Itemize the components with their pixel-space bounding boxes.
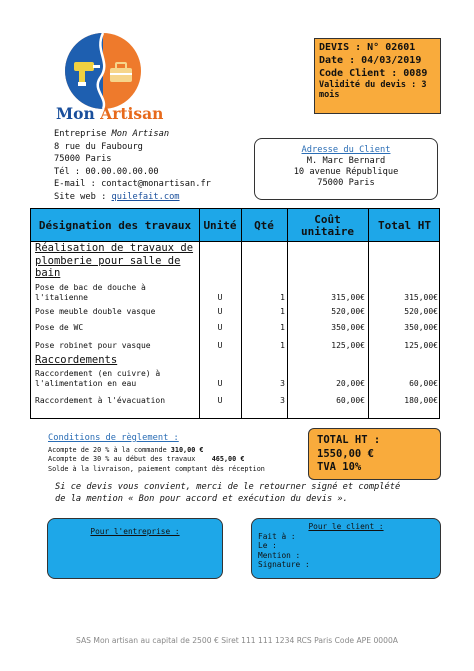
quote-info-box: [314, 38, 441, 114]
table-row: Pose robinet pour vasque: [35, 341, 151, 350]
section-title: Réalisation de travaux de plomberie pour salle de bain: [35, 242, 194, 279]
row-unit: U: [217, 396, 223, 405]
quote-validity: Validité du devis : 3 mois: [319, 80, 427, 100]
row-total: 520,00€: [404, 307, 438, 316]
row-price: 315,00€: [331, 293, 365, 302]
company-website: Site web : quilefait.com: [54, 191, 180, 202]
company-address: 8 rue du Faubourg: [54, 141, 143, 152]
row-price: 350,00€: [331, 323, 365, 332]
deposit-line-1: Acompte de 20 % à la commande 310,00 €: [48, 445, 204, 454]
row-unit: U: [217, 323, 223, 332]
client-code: Code Client : 0089: [319, 68, 428, 79]
row-unit: U: [217, 293, 223, 302]
row-qty: 1: [280, 323, 285, 332]
date-field: Le :: [258, 541, 277, 550]
header-designation: Désignation des travaux: [38, 218, 192, 232]
total-label: TOTAL HT :: [317, 434, 381, 446]
payment-conditions: [48, 434, 265, 474]
row-total: 180,00€: [404, 396, 438, 405]
row-price: 20,00€: [336, 379, 365, 388]
row-unit: U: [217, 307, 223, 316]
row-price: 125,00€: [331, 341, 365, 350]
client-name: M. Marc Bernard: [306, 156, 386, 166]
legal-footer: SAS Mon artisan au capital de 2500 € Siret 111 111 1234 RCS Paris Code APE 0000A: [76, 636, 398, 645]
header-qty: Qté: [254, 218, 274, 232]
row-total: 315,00€: [404, 293, 438, 302]
table-row: Pose de bac de douche à l'italienne: [35, 283, 146, 302]
table-row: Pose de WC: [35, 323, 84, 332]
client-city: 75000 Paris: [317, 178, 375, 188]
row-unit: U: [217, 341, 223, 350]
client-signature-box: [251, 518, 441, 579]
brand-logo: [64, 32, 142, 110]
section-title: Raccordements: [35, 354, 118, 366]
row-qty: 1: [280, 341, 285, 350]
totals-box: [308, 428, 441, 480]
made-at-field: Fait à :: [258, 531, 296, 541]
deposit-line-2: Acompte de 30 % au début des travaux 465,00 €: [48, 455, 245, 463]
tva-rate: TVA 10%: [317, 461, 362, 473]
quote-date: Date : 04/03/2019: [319, 55, 422, 66]
company-phone: Tél : 00.00.00.00.00: [54, 166, 159, 177]
company-info: [54, 128, 211, 203]
company-city: 75000 Paris: [54, 154, 112, 164]
row-qty: 1: [280, 293, 285, 302]
row-total: 125,00€: [404, 341, 438, 350]
mention-field: Mention :: [258, 550, 301, 560]
brand-name: Mon Artisan: [56, 104, 164, 123]
row-total: 60,00€: [409, 379, 438, 388]
row-unit: U: [217, 379, 223, 388]
client-signature-title: Pour le client :: [308, 522, 384, 531]
signature-field: Signature :: [258, 560, 310, 569]
table-row: Raccordement (en cuivre) à l'alimentation en eau: [35, 369, 161, 388]
acceptance-note: Si ce devis vous convient, merci de le retourner signé et complété de la mention « Bon pour accord et exécution du devis ».: [55, 482, 401, 504]
balance-line: Solde à la livraison, paiement comptant dès réception: [48, 464, 265, 473]
client-address-box: [254, 138, 438, 200]
row-total: 350,00€: [404, 323, 438, 332]
table-row: Raccordement à l'évacuation: [35, 396, 166, 405]
row-qty: 1: [280, 307, 285, 316]
conditions-title: Conditions de règlement :: [48, 433, 179, 443]
items-table: [30, 208, 440, 419]
header-unit: Unité: [203, 218, 237, 232]
row-qty: 3: [280, 379, 285, 388]
header-total: Total HT: [378, 218, 431, 232]
company-name: Entreprise Mon Artisan: [54, 129, 170, 139]
company-signature-title: Pour l'entreprise :: [90, 527, 180, 536]
quote-number: DEVIS : N° 02601: [319, 42, 416, 53]
website-link[interactable]: quilefait.com: [111, 191, 180, 202]
company-signature-box: [47, 518, 223, 579]
company-email: E-mail : contact@monartisan.fr: [54, 179, 211, 189]
header-unit-cost: Coût unitaire: [301, 212, 354, 238]
table-row: Pose meuble double vasque: [35, 307, 156, 316]
total-amount: 1550,00 €: [317, 447, 374, 460]
client-street: 10 avenue République: [293, 167, 399, 177]
client-address-title: Adresse du Client: [301, 145, 391, 155]
row-qty: 3: [280, 396, 285, 405]
row-price: 520,00€: [331, 307, 365, 316]
row-price: 60,00€: [336, 396, 365, 405]
